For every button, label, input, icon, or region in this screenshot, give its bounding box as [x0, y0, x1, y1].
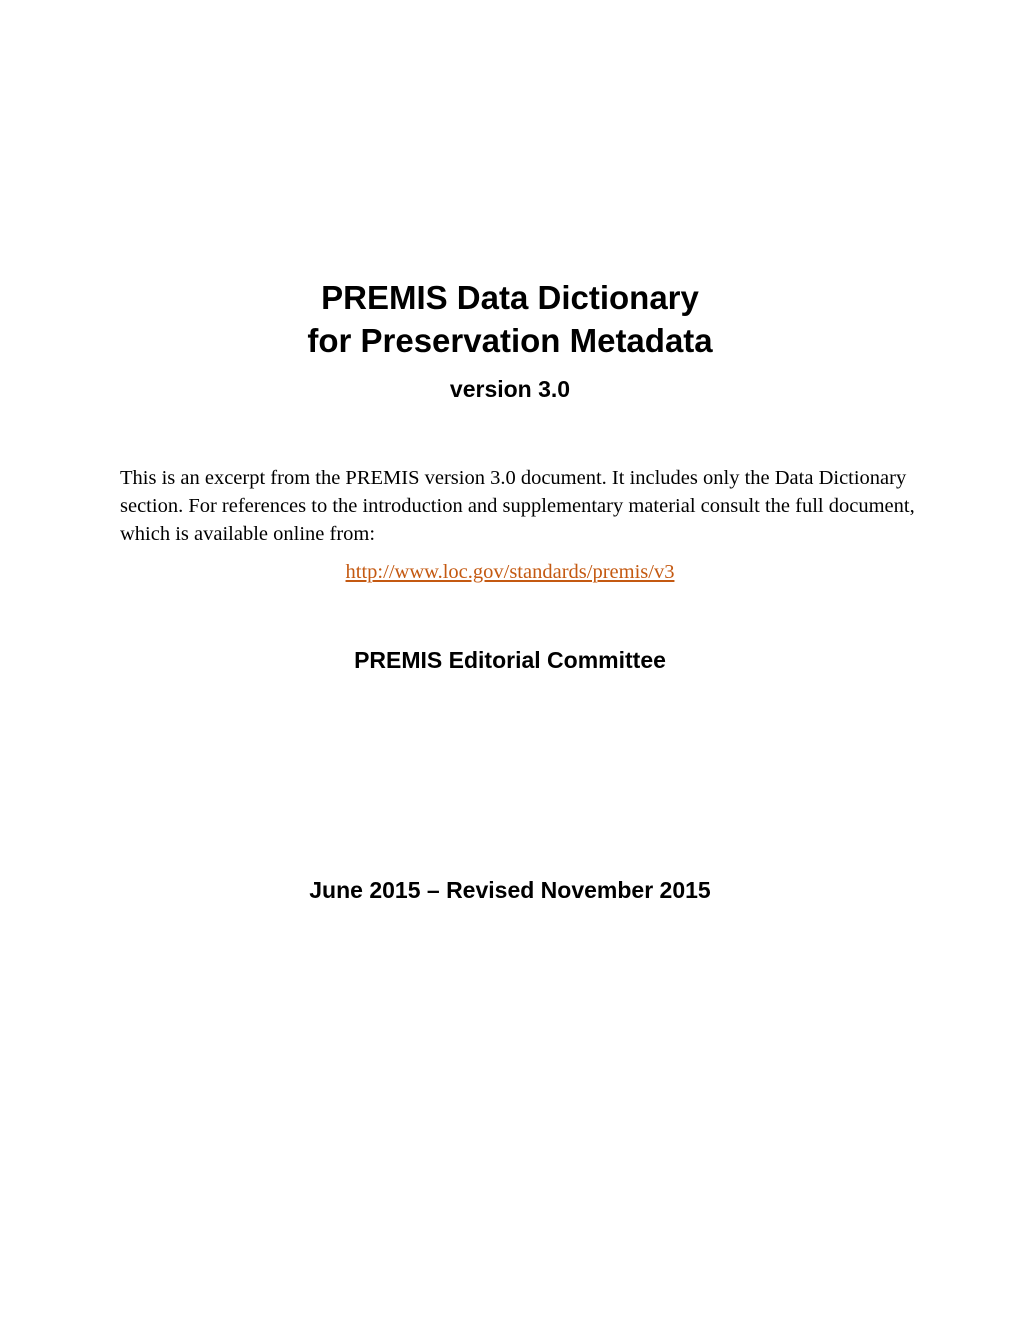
document-link-row — [0, 558, 1020, 586]
document-title-line-2: for Preservation Metadata — [307, 322, 713, 359]
committee-label: PREMIS Editorial Committee — [354, 647, 666, 673]
intro-paragraph-line-2: section. For references to the introduction and supplementary material consult the full document, — [120, 495, 915, 517]
intro-paragraph — [120, 464, 920, 548]
premis-standards-link[interactable]: http://www.loc.gov/standards/premis/v3 — [345, 561, 675, 583]
intro-paragraph-line-3: which is available online from: — [120, 523, 376, 545]
document-title-line-1: PREMIS Data Dictionary — [321, 279, 699, 316]
version-label: version 3.0 — [449, 376, 571, 402]
document-title — [0, 276, 1020, 362]
date-label: June 2015 – Revised November 2015 — [309, 877, 711, 903]
intro-paragraph-line-1: This is an excerpt from the PREMIS version 3.0 document. It includes only the Data Dictionary — [120, 467, 907, 489]
